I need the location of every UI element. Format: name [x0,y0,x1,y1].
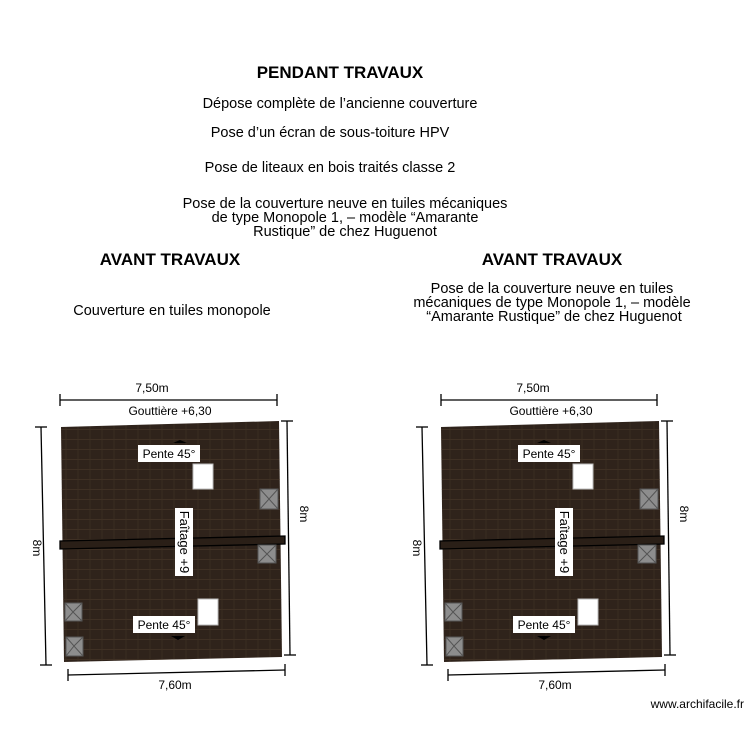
left-slope-bottom-label: Pente 45° [137,618,191,632]
right-gutter-label: Gouttière +6,30 [509,404,593,418]
work-line-1: Dépose complète de l’ancienne couverture [202,96,478,112]
left-vent-left-a [65,603,82,621]
right-ridge-label: Faîtage +9 [557,510,572,574]
left-vent-right-mid [258,545,276,563]
right-bottom-width-label: 7,60m [538,678,572,692]
right-top-width-label: 7,50m [516,381,550,395]
left-left-height-label: 8m [30,539,44,557]
left-vent-left-b [66,637,83,656]
right-vent-left-b [446,637,463,656]
left-panel-title: AVANT TRAVAUX [99,250,241,269]
right-skylight-top [573,464,593,489]
work-line-3: Pose de liteaux en bois traités classe 2 [204,160,456,176]
right-slope-bottom-label: Pente 45° [517,618,571,632]
left-gutter-label: Gouttière +6,30 [128,404,212,418]
right-slope-top-label: Pente 45° [522,447,576,461]
right-skylight-bottom [578,599,598,625]
right-panel-description: Pose de la couverture neuve en tuiles mécaniques de type Monopole 1, – modèle “Amarante Rustique” de chez Huguenot [413,281,691,325]
work-line-2: Pose d’un écran de sous-toiture HPV [210,125,450,141]
left-bottom-width-label: 7,60m [158,678,192,692]
right-roof-plan [410,381,691,692]
main-title: PENDANT TRAVAUX [256,63,424,82]
left-top-width-label: 7,50m [135,381,169,395]
right-vent-right-top [640,489,658,509]
left-slope-top-label: Pente 45° [142,447,196,461]
watermark[interactable]: www.archifacile.fr [650,697,744,711]
left-skylight-top [193,464,213,489]
left-vent-right-top [260,489,278,509]
right-vent-right-mid [638,545,656,563]
right-panel-title: AVANT TRAVAUX [481,250,623,269]
left-right-height-label: 8m [297,505,311,523]
work-line-4: Pose de la couverture neuve en tuiles mécaniques de type Monopole 1, – modèle “Amarante Rustique” de chez Huguenot [182,196,508,240]
left-skylight-bottom [198,599,218,625]
right-left-height-label: 8m [410,539,424,557]
right-vent-left-a [445,603,462,621]
left-roof-plan [30,381,311,692]
left-panel-description: Couverture en tuiles monopole [73,303,271,319]
left-ridge-label: Faîtage +9 [177,510,192,574]
right-right-height-label: 8m [677,505,691,523]
